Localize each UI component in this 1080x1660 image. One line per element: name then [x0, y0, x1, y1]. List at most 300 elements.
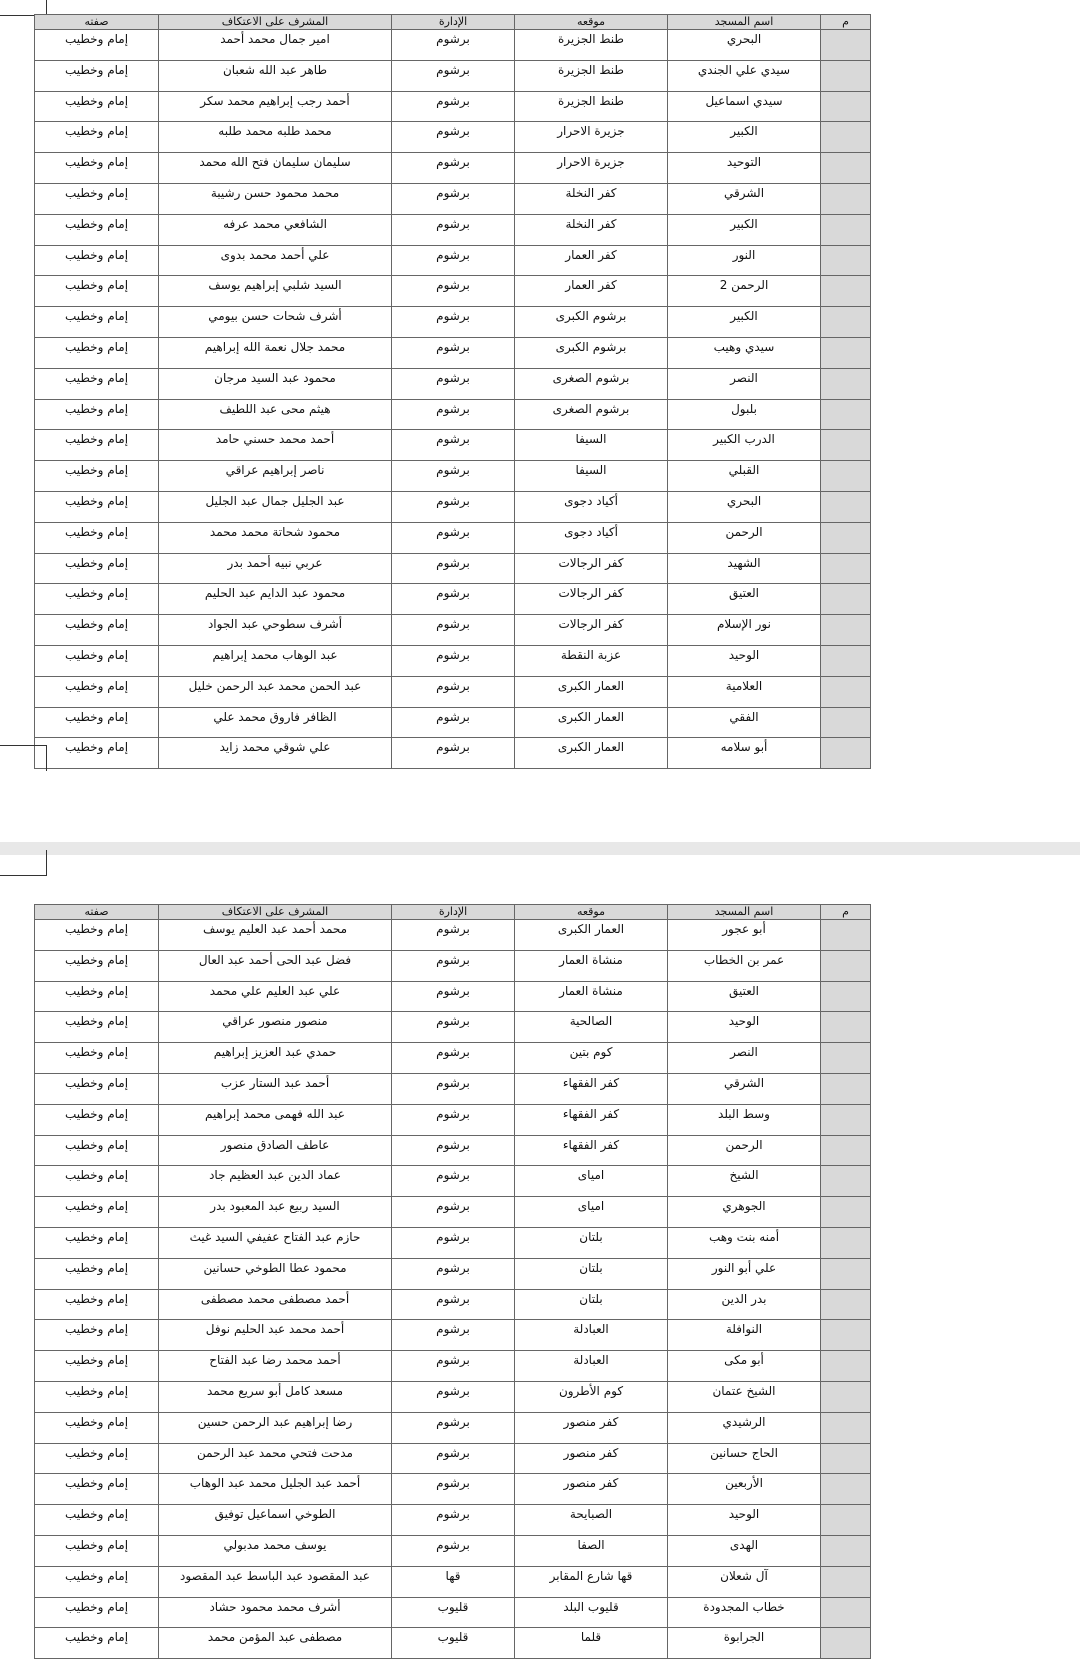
- supervisor-cell: هيثم محى عبد اللطيف: [159, 399, 392, 430]
- location-cell: أكياد دجوى: [515, 522, 668, 553]
- role-cell: إمام وخطيب: [35, 1043, 159, 1074]
- supervisor-cell: عماد الدين عبد العظيم جاد: [159, 1166, 392, 1197]
- table-row: [35, 1474, 871, 1505]
- mosque-name-cell: الشيخ: [668, 1166, 821, 1197]
- header-mosque: اسم المسجد: [668, 15, 821, 30]
- location-cell: قلما: [515, 1628, 668, 1659]
- supervisor-cell: محمود عبد الدايم عبد الحليم: [159, 584, 392, 615]
- admin-cell: برشوم: [392, 1197, 515, 1228]
- table-row: [35, 1227, 871, 1258]
- mosque-name-cell: الرشيدي: [668, 1412, 821, 1443]
- mosque-name-cell: الوحيد: [668, 1505, 821, 1536]
- mosque-name-cell: النصر: [668, 1043, 821, 1074]
- admin-cell: برشوم: [392, 1135, 515, 1166]
- mosque-name-cell: بلبول: [668, 399, 821, 430]
- role-cell: إمام وخطيب: [35, 30, 159, 61]
- location-cell: كوم الأطرون: [515, 1381, 668, 1412]
- location-cell: برشوم الكبرى: [515, 337, 668, 368]
- role-cell: إمام وخطيب: [35, 1166, 159, 1197]
- table-row: [35, 368, 871, 399]
- location-cell: قها شارع المقابر: [515, 1566, 668, 1597]
- table-row: [35, 1135, 871, 1166]
- supervisor-cell: أحمد عبد الجليل محمد عبد الوهاب: [159, 1474, 392, 1505]
- admin-cell: برشوم: [392, 1043, 515, 1074]
- location-cell: منشاة العمار: [515, 981, 668, 1012]
- supervisor-cell: أحمد محمد رضا عبد الفتاح: [159, 1351, 392, 1382]
- row-num-cell: [821, 950, 871, 981]
- admin-cell: برشوم: [392, 1289, 515, 1320]
- supervisor-cell: السيد شلبي إبراهيم يوسف: [159, 276, 392, 307]
- table-row: [35, 430, 871, 461]
- table-row: [35, 1381, 871, 1412]
- supervisor-cell: يوسف محمد مدبولي: [159, 1535, 392, 1566]
- table-row: [35, 1073, 871, 1104]
- admin-cell: برشوم: [392, 1535, 515, 1566]
- role-cell: إمام وخطيب: [35, 491, 159, 522]
- supervisor-cell: امير جمال محمد أحمد: [159, 30, 392, 61]
- table-row: [35, 981, 871, 1012]
- admin-cell: برشوم: [392, 183, 515, 214]
- role-cell: إمام وخطيب: [35, 1104, 159, 1135]
- row-num-cell: [821, 91, 871, 122]
- supervisor-cell: أحمد عبد الستار عزب: [159, 1073, 392, 1104]
- role-cell: إمام وخطيب: [35, 1320, 159, 1351]
- row-num-cell: [821, 122, 871, 153]
- table-header-row: [35, 905, 871, 920]
- mosque-name-cell: الوحيد: [668, 645, 821, 676]
- row-num-cell: [821, 553, 871, 584]
- mosque-name-cell: وسط البلد: [668, 1104, 821, 1135]
- table-row: [35, 1351, 871, 1382]
- row-num-cell: [821, 645, 871, 676]
- supervisor-cell: محمد محمود حسن رشيبة: [159, 183, 392, 214]
- mosque-name-cell: الفقي: [668, 707, 821, 738]
- role-cell: إمام وخطيب: [35, 584, 159, 615]
- role-cell: إمام وخطيب: [35, 245, 159, 276]
- table-row: [35, 1628, 871, 1659]
- supervisor-cell: أحمد محمد حسني حامد: [159, 430, 392, 461]
- mosque-name-cell: العتيق: [668, 584, 821, 615]
- table-row: [35, 1043, 871, 1074]
- row-num-cell: [821, 738, 871, 769]
- role-cell: إمام وخطيب: [35, 645, 159, 676]
- mosque-name-cell: النور: [668, 245, 821, 276]
- role-cell: إمام وخطيب: [35, 1566, 159, 1597]
- supervisor-cell: مصطفى عبد المؤمن محمد: [159, 1628, 392, 1659]
- row-num-cell: [821, 1597, 871, 1628]
- row-num-cell: [821, 461, 871, 492]
- table-row: [35, 491, 871, 522]
- supervisor-cell: الشافعي محمد عرفه: [159, 214, 392, 245]
- supervisor-cell: محمد جلال نعمة الله إبراهيم: [159, 337, 392, 368]
- location-cell: كفر الرجالات: [515, 553, 668, 584]
- row-num-cell: [821, 615, 871, 646]
- location-cell: كفر النخلة: [515, 214, 668, 245]
- mosque-name-cell: النصر: [668, 368, 821, 399]
- row-num-cell: [821, 920, 871, 951]
- row-num-cell: [821, 1628, 871, 1659]
- row-num-cell: [821, 1258, 871, 1289]
- supervisor-cell: أحمد رجب إبراهيم محمد سكر: [159, 91, 392, 122]
- table-row: [35, 245, 871, 276]
- location-cell: جزيرة الاحرار: [515, 122, 668, 153]
- role-cell: إمام وخطيب: [35, 122, 159, 153]
- row-num-cell: [821, 1412, 871, 1443]
- role-cell: إمام وخطيب: [35, 553, 159, 584]
- location-cell: كوم بتين: [515, 1043, 668, 1074]
- row-num-cell: [821, 337, 871, 368]
- role-cell: إمام وخطيب: [35, 1505, 159, 1536]
- mosque-name-cell: أمنه بنت وهب: [668, 1227, 821, 1258]
- page-separator: [0, 842, 1080, 855]
- admin-cell: برشوم: [392, 153, 515, 184]
- role-cell: إمام وخطيب: [35, 1443, 159, 1474]
- row-num-cell: [821, 1073, 871, 1104]
- admin-cell: برشوم: [392, 91, 515, 122]
- supervisor-cell: سليمان سليمان فتح الله محمد: [159, 153, 392, 184]
- supervisor-cell: عربي نبيه أحمد بدر: [159, 553, 392, 584]
- location-cell: برشوم الكبرى: [515, 307, 668, 338]
- row-num-cell: [821, 1535, 871, 1566]
- location-cell: كفر العمار: [515, 245, 668, 276]
- supervisor-cell: محمد طلبه محمد طلبه: [159, 122, 392, 153]
- admin-cell: برشوم: [392, 122, 515, 153]
- location-cell: كفر الرجالات: [515, 584, 668, 615]
- role-cell: إمام وخطيب: [35, 676, 159, 707]
- row-num-cell: [821, 1104, 871, 1135]
- role-cell: إمام وخطيب: [35, 1381, 159, 1412]
- role-cell: إمام وخطيب: [35, 615, 159, 646]
- location-cell: العمار الكبرى: [515, 920, 668, 951]
- mosque-name-cell: الشرقي: [668, 1073, 821, 1104]
- supervisor-cell: عبد الله فهمى محمد إبراهيم: [159, 1104, 392, 1135]
- table-row: [35, 1443, 871, 1474]
- header-location: موقعه: [515, 905, 668, 920]
- role-cell: إمام وخطيب: [35, 183, 159, 214]
- mosque-name-cell: علي أبو النور: [668, 1258, 821, 1289]
- header-role: صفته: [35, 15, 159, 30]
- row-num-cell: [821, 430, 871, 461]
- admin-cell: برشوم: [392, 1012, 515, 1043]
- admin-cell: برشوم: [392, 707, 515, 738]
- admin-cell: برشوم: [392, 1443, 515, 1474]
- row-num-cell: [821, 153, 871, 184]
- table-row: [35, 1258, 871, 1289]
- admin-cell: برشوم: [392, 1073, 515, 1104]
- admin-cell: برشوم: [392, 522, 515, 553]
- location-cell: كفر منصور: [515, 1443, 668, 1474]
- mosque-name-cell: آل شعلان: [668, 1566, 821, 1597]
- mosque-name-cell: البحري: [668, 491, 821, 522]
- role-cell: إمام وخطيب: [35, 1227, 159, 1258]
- supervisor-cell: الطوخي اسماعيل توفيق: [159, 1505, 392, 1536]
- location-cell: بلتان: [515, 1227, 668, 1258]
- location-cell: كفر الرجالات: [515, 615, 668, 646]
- header-num: م: [821, 905, 871, 920]
- table-row: [35, 676, 871, 707]
- supervisor-cell: فضل عبد الحى أحمد عبد العال: [159, 950, 392, 981]
- location-cell: الصفا: [515, 1535, 668, 1566]
- role-cell: إمام وخطيب: [35, 337, 159, 368]
- location-cell: طنط الجزيرة: [515, 30, 668, 61]
- table-row: [35, 1535, 871, 1566]
- admin-cell: برشوم: [392, 738, 515, 769]
- table-row: [35, 1505, 871, 1536]
- location-cell: امياى: [515, 1166, 668, 1197]
- mosque-name-cell: نور الإسلام: [668, 615, 821, 646]
- crop-mark-bottom-left-vertical: [46, 745, 47, 771]
- supervisor-cell: أحمد مصطفى محمد مصطفى: [159, 1289, 392, 1320]
- supervisor-cell: علي أحمد محمد بدوى: [159, 245, 392, 276]
- admin-cell: برشوم: [392, 276, 515, 307]
- admin-cell: برشوم: [392, 1412, 515, 1443]
- admin-cell: برشوم: [392, 430, 515, 461]
- admin-cell: برشوم: [392, 307, 515, 338]
- role-cell: إمام وخطيب: [35, 307, 159, 338]
- admin-cell: برشوم: [392, 1227, 515, 1258]
- table-row: [35, 1197, 871, 1228]
- table-row: [35, 738, 871, 769]
- mosque-name-cell: الشيخ عتمان: [668, 1381, 821, 1412]
- role-cell: إمام وخطيب: [35, 738, 159, 769]
- row-num-cell: [821, 1012, 871, 1043]
- location-cell: برشوم الصغرى: [515, 368, 668, 399]
- location-cell: بلتان: [515, 1289, 668, 1320]
- supervisor-cell: محمد أحمد عبد العليم يوسف: [159, 920, 392, 951]
- supervisor-cell: عبد الوهاب محمد إبراهيم: [159, 645, 392, 676]
- location-cell: كفر الفقهاء: [515, 1104, 668, 1135]
- role-cell: إمام وخطيب: [35, 522, 159, 553]
- supervisor-cell: حمدي عبد العزيز إبراهيم: [159, 1043, 392, 1074]
- mosque-name-cell: الهدى: [668, 1535, 821, 1566]
- location-cell: العبادلة: [515, 1320, 668, 1351]
- role-cell: إمام وخطيب: [35, 1351, 159, 1382]
- location-cell: السيفا: [515, 461, 668, 492]
- supervisor-cell: عبد الجليل جمال عبد الجليل: [159, 491, 392, 522]
- supervisor-cell: حازم عبد الفتاح عفيفي السيد غيث: [159, 1227, 392, 1258]
- header-supervisor: المشرف على الاعتكاف: [159, 905, 392, 920]
- supervisor-cell: مسعد كامل أبو سريع محمد: [159, 1381, 392, 1412]
- table-row: [35, 91, 871, 122]
- table-row: [35, 522, 871, 553]
- crop-mark-top-left: [0, 875, 46, 876]
- location-cell: الصالحية: [515, 1012, 668, 1043]
- mosque-table-page-1: [34, 14, 871, 769]
- table-row: [35, 60, 871, 91]
- mosque-name-cell: الأربعين: [668, 1474, 821, 1505]
- table-row: [35, 950, 871, 981]
- admin-cell: برشوم: [392, 920, 515, 951]
- location-cell: امياى: [515, 1197, 668, 1228]
- document-page-2: [0, 855, 1080, 1660]
- role-cell: إمام وخطيب: [35, 214, 159, 245]
- role-cell: إمام وخطيب: [35, 153, 159, 184]
- role-cell: إمام وخطيب: [35, 1412, 159, 1443]
- mosque-name-cell: الكبير: [668, 307, 821, 338]
- admin-cell: برشوم: [392, 1166, 515, 1197]
- role-cell: إمام وخطيب: [35, 430, 159, 461]
- location-cell: العبادلة: [515, 1351, 668, 1382]
- location-cell: كفر الفقهاء: [515, 1135, 668, 1166]
- row-num-cell: [821, 491, 871, 522]
- row-num-cell: [821, 1135, 871, 1166]
- mosque-name-cell: أبو مكى: [668, 1351, 821, 1382]
- table-body-page-1: [35, 30, 871, 769]
- row-num-cell: [821, 368, 871, 399]
- admin-cell: برشوم: [392, 60, 515, 91]
- role-cell: إمام وخطيب: [35, 91, 159, 122]
- location-cell: بلتان: [515, 1258, 668, 1289]
- location-cell: السيفا: [515, 430, 668, 461]
- admin-cell: قليوب: [392, 1628, 515, 1659]
- crop-mark-bottom-left: [0, 745, 46, 746]
- location-cell: قليوب البلد: [515, 1597, 668, 1628]
- row-num-cell: [821, 1381, 871, 1412]
- role-cell: إمام وخطيب: [35, 368, 159, 399]
- header-supervisor: المشرف على الاعتكاف: [159, 15, 392, 30]
- mosque-name-cell: أبو سلامه: [668, 738, 821, 769]
- role-cell: إمام وخطيب: [35, 1535, 159, 1566]
- location-cell: أكياد دجوى: [515, 491, 668, 522]
- row-num-cell: [821, 183, 871, 214]
- supervisor-cell: علي شوقي محمد زايد: [159, 738, 392, 769]
- role-cell: إمام وخطيب: [35, 981, 159, 1012]
- role-cell: إمام وخطيب: [35, 1135, 159, 1166]
- admin-cell: برشوم: [392, 337, 515, 368]
- table-row: [35, 1166, 871, 1197]
- mosque-name-cell: العتيق: [668, 981, 821, 1012]
- admin-cell: برشوم: [392, 1505, 515, 1536]
- location-cell: كفر العمار: [515, 276, 668, 307]
- supervisor-cell: طاهر عبد الله شعبان: [159, 60, 392, 91]
- location-cell: كفر منصور: [515, 1412, 668, 1443]
- table-header-row: [35, 15, 871, 30]
- supervisor-cell: محمود عطا الطوخي حسانين: [159, 1258, 392, 1289]
- mosque-name-cell: العلامية: [668, 676, 821, 707]
- table-row: [35, 1104, 871, 1135]
- row-num-cell: [821, 1197, 871, 1228]
- admin-cell: برشوم: [392, 1474, 515, 1505]
- row-num-cell: [821, 307, 871, 338]
- role-cell: إمام وخطيب: [35, 1258, 159, 1289]
- supervisor-cell: محمود عبد السيد مرجان: [159, 368, 392, 399]
- supervisor-cell: عبد المقصود عبد الباسط عبد المقصود: [159, 1566, 392, 1597]
- mosque-name-cell: خطاب المجدودة: [668, 1597, 821, 1628]
- table-row: [35, 920, 871, 951]
- role-cell: إمام وخطيب: [35, 60, 159, 91]
- mosque-name-cell: الرحمن: [668, 522, 821, 553]
- role-cell: إمام وخطيب: [35, 1474, 159, 1505]
- mosque-name-cell: الرحمن: [668, 1135, 821, 1166]
- table-row: [35, 307, 871, 338]
- mosque-name-cell: الجرابوة: [668, 1628, 821, 1659]
- row-num-cell: [821, 1320, 871, 1351]
- admin-cell: برشوم: [392, 1104, 515, 1135]
- row-num-cell: [821, 399, 871, 430]
- table-row: [35, 1289, 871, 1320]
- header-mosque: اسم المسجد: [668, 905, 821, 920]
- admin-cell: برشوم: [392, 245, 515, 276]
- header-admin: الإدارة: [392, 15, 515, 30]
- row-num-cell: [821, 1351, 871, 1382]
- admin-cell: برشوم: [392, 553, 515, 584]
- row-num-cell: [821, 30, 871, 61]
- admin-cell: برشوم: [392, 214, 515, 245]
- supervisor-cell: رضا إبراهيم عبد الرحمن حسين: [159, 1412, 392, 1443]
- mosque-name-cell: الحاج حسانين: [668, 1443, 821, 1474]
- supervisor-cell: عبد الحمن محمد عبد الرحمن خليل: [159, 676, 392, 707]
- supervisor-cell: عاطف الصادق منصور: [159, 1135, 392, 1166]
- supervisor-cell: أشرف محمد محمود حشاد: [159, 1597, 392, 1628]
- admin-cell: برشوم: [392, 584, 515, 615]
- supervisor-cell: منصور منصور عراقي: [159, 1012, 392, 1043]
- mosque-table-page-2: [34, 904, 871, 1659]
- admin-cell: برشوم: [392, 368, 515, 399]
- supervisor-cell: مدحت فتحي محمد عبد الرحمن: [159, 1443, 392, 1474]
- table-row: [35, 1412, 871, 1443]
- table-row: [35, 584, 871, 615]
- row-num-cell: [821, 1474, 871, 1505]
- location-cell: كفر النخلة: [515, 183, 668, 214]
- location-cell: جزيرة الاحرار: [515, 153, 668, 184]
- admin-cell: برشوم: [392, 461, 515, 492]
- mosque-name-cell: الشرقي: [668, 183, 821, 214]
- row-num-cell: [821, 1443, 871, 1474]
- admin-cell: برشوم: [392, 1351, 515, 1382]
- table-row: [35, 1320, 871, 1351]
- location-cell: كفر الفقهاء: [515, 1073, 668, 1104]
- row-num-cell: [821, 707, 871, 738]
- admin-cell: برشوم: [392, 491, 515, 522]
- row-num-cell: [821, 584, 871, 615]
- table-row: [35, 153, 871, 184]
- mosque-name-cell: الدرب الكبير: [668, 430, 821, 461]
- mosque-name-cell: سيدي اسماعيل: [668, 91, 821, 122]
- location-cell: منشاة العمار: [515, 950, 668, 981]
- role-cell: إمام وخطيب: [35, 276, 159, 307]
- header-location: موقعه: [515, 15, 668, 30]
- role-cell: إمام وخطيب: [35, 707, 159, 738]
- mosque-name-cell: الجوهري: [668, 1197, 821, 1228]
- supervisor-cell: أحمد محمد عبد الحليم نوفل: [159, 1320, 392, 1351]
- header-admin: الإدارة: [392, 905, 515, 920]
- table-row: [35, 1566, 871, 1597]
- row-num-cell: [821, 522, 871, 553]
- admin-cell: برشوم: [392, 645, 515, 676]
- supervisor-cell: محمود شحاتة محمد محمد: [159, 522, 392, 553]
- admin-cell: برشوم: [392, 950, 515, 981]
- table-body-page-2: [35, 920, 871, 1659]
- location-cell: العمار الكبرى: [515, 676, 668, 707]
- mosque-name-cell: الوحيد: [668, 1012, 821, 1043]
- row-num-cell: [821, 1566, 871, 1597]
- row-num-cell: [821, 676, 871, 707]
- supervisor-cell: أشرف شحات حسن بيومي: [159, 307, 392, 338]
- location-cell: العمار الكبرى: [515, 738, 668, 769]
- row-num-cell: [821, 214, 871, 245]
- role-cell: إمام وخطيب: [35, 920, 159, 951]
- mosque-name-cell: سيدي علي الجندي: [668, 60, 821, 91]
- role-cell: إمام وخطيب: [35, 461, 159, 492]
- mosque-name-cell: الكبير: [668, 122, 821, 153]
- role-cell: إمام وخطيب: [35, 1012, 159, 1043]
- table-row: [35, 707, 871, 738]
- table-row: [35, 399, 871, 430]
- row-num-cell: [821, 1289, 871, 1320]
- admin-cell: قليوب: [392, 1597, 515, 1628]
- mosque-name-cell: عمر بن الخطاب: [668, 950, 821, 981]
- mosque-name-cell: الكبير: [668, 214, 821, 245]
